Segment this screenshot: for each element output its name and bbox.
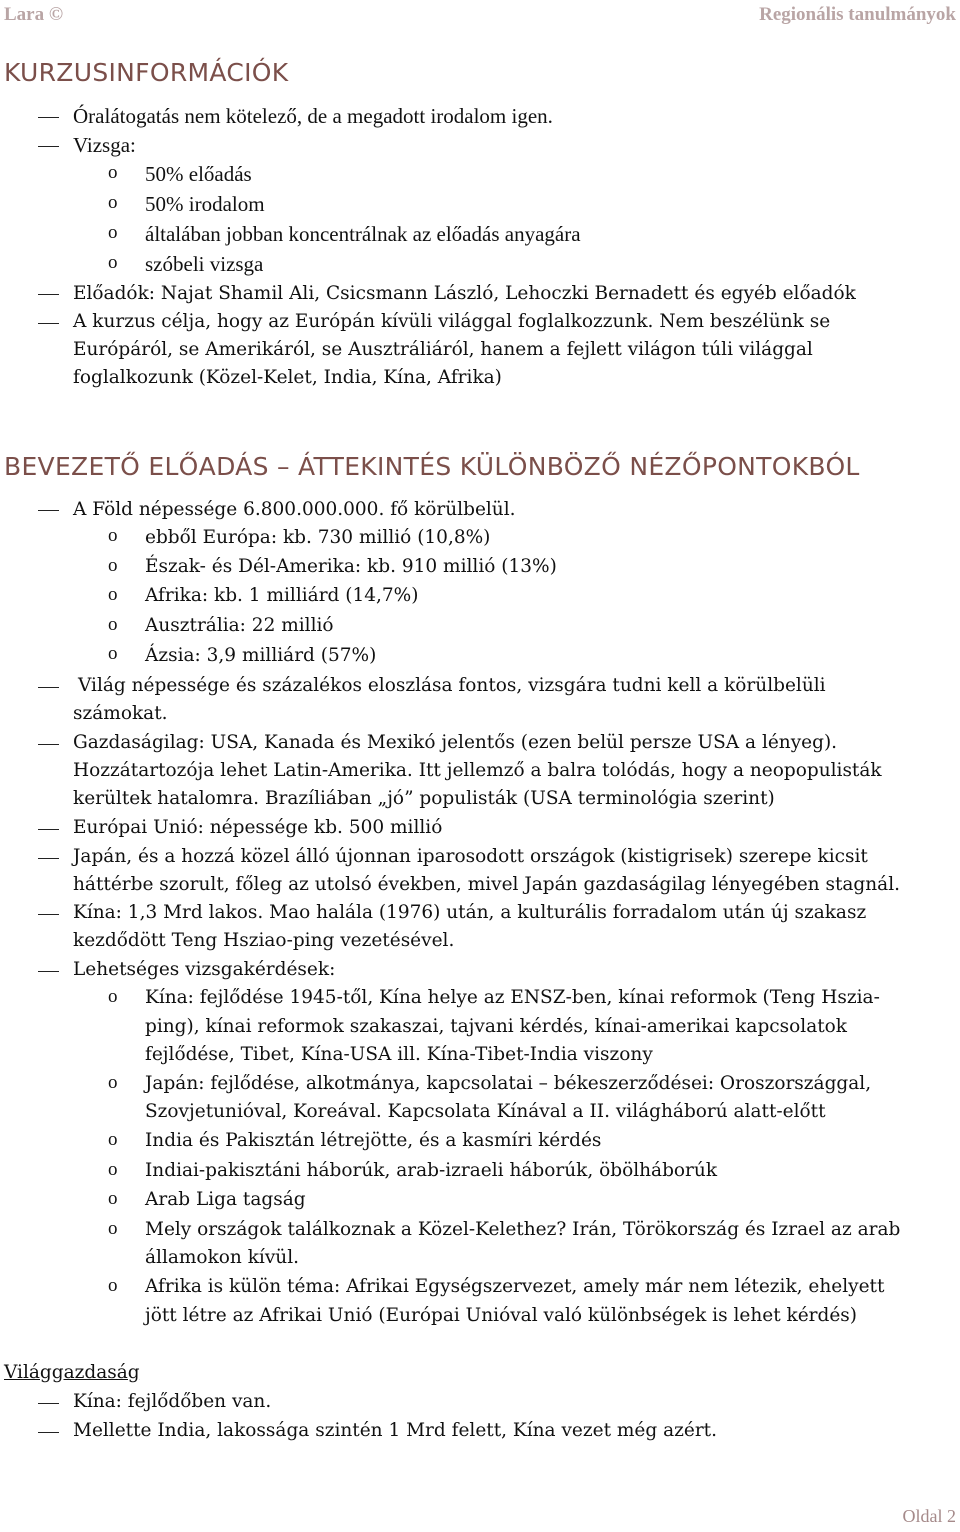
section-title-kurzusinformaciok: KURZUSINFORMÁCIÓK xyxy=(4,58,289,87)
list-item: Kína: 1,3 Mrd lakos. Mao halála (1976) után, a kulturális forradalom után új szakasz xyxy=(73,902,867,923)
list-item-continuation: háttérbe szorult, főleg az utolsó években, mivel Japán gazdaságilag lényegében stagnál. xyxy=(73,874,901,895)
list-item: Kína: fejlődőben van. xyxy=(73,1391,272,1412)
dash-bullet xyxy=(38,1432,59,1433)
dash-bullet xyxy=(38,744,59,745)
list-item: A kurzus célja, hogy az Európán kívüli világgal foglalkozzunk. Nem beszélünk se xyxy=(73,311,831,332)
circle-bullet: o xyxy=(108,584,118,605)
dash-bullet xyxy=(38,914,59,915)
list-item: Óralátogatás nem kötelező, de a megadott irodalom igen. xyxy=(73,104,553,128)
list-item: Észak- és Dél-Amerika: kb. 910 millió (13%) xyxy=(145,556,557,577)
circle-bullet: o xyxy=(108,643,118,664)
list-item: Gazdaságilag: USA, Kanada és Mexikó jelentős (ezen belül persze USA a lényeg). xyxy=(73,732,838,753)
list-item: általában jobban koncentrálnak az előadás anyagára xyxy=(145,222,581,246)
list-item: Lehetséges vizsgakérdések: xyxy=(73,959,336,980)
dash-bullet xyxy=(38,117,59,118)
list-item-continuation: Európáról, se Amerikáról, se Ausztráliáról, hanem a fejlett világon túli világgal xyxy=(73,339,813,360)
list-item-continuation: fejlődése, Tibet, Kína-USA ill. Kína-Tibet-India viszony xyxy=(145,1044,653,1065)
section-title-vilaggazdasag: Világgazdaság xyxy=(4,1362,140,1383)
dash-bullet xyxy=(38,1403,59,1404)
circle-bullet: o xyxy=(108,222,118,243)
list-item-continuation: Hozzátartozója lehet Latin-Amerika. Itt jellemző a balra tolódás, hogy a neopopulisták xyxy=(73,760,882,781)
section-title-bevezeto-eloadas: BEVEZETŐ ELŐADÁS – ÁTTEKINTÉS KÜLÖNBÖZŐ NÉZŐPONTOKBÓL xyxy=(4,452,860,481)
list-item-continuation: kerültek hatalomra. Brazíliában „jó” populisták (USA terminológia szerint) xyxy=(73,788,775,809)
header-author: Lara © xyxy=(4,4,64,25)
list-item: Mely országok találkoznak a Közel-Kelethez? Irán, Törökország és Izrael az arab xyxy=(145,1219,901,1240)
dash-bullet xyxy=(38,687,59,688)
circle-bullet: o xyxy=(108,525,118,546)
circle-bullet: o xyxy=(108,162,118,183)
list-item-continuation: államokon kívül. xyxy=(145,1247,300,1268)
list-item: Kína: fejlődése 1945-től, Kína helye az ENSZ-ben, kínai reformok (Teng Hszia- xyxy=(145,987,880,1008)
list-item: Afrika: kb. 1 milliárd (14,7%) xyxy=(145,585,419,606)
dash-bullet xyxy=(38,858,59,859)
list-item: szóbeli vizsga xyxy=(145,252,264,276)
circle-bullet: o xyxy=(108,252,118,273)
dash-bullet xyxy=(38,510,59,511)
circle-bullet: o xyxy=(108,1218,118,1239)
circle-bullet: o xyxy=(108,614,118,635)
circle-bullet: o xyxy=(108,986,118,1007)
circle-bullet: o xyxy=(108,192,118,213)
list-item-continuation: Szovjetunióval, Koreával. Kapcsolata Kínával a II. világháború alatt-előtt xyxy=(145,1101,826,1122)
list-item: Világ népessége és százalékos eloszlása fontos, vizsgára tudni kell a körülbelüli xyxy=(78,675,826,696)
list-item: India és Pakisztán létrejötte, és a kasmíri kérdés xyxy=(145,1130,602,1151)
list-item: Japán: fejlődése, alkotmánya, kapcsolatai – békeszerződései: Oroszországgal, xyxy=(145,1073,872,1094)
dash-bullet xyxy=(38,971,59,972)
list-item: 50% irodalom xyxy=(145,192,265,216)
circle-bullet: o xyxy=(108,1129,118,1150)
list-item-continuation: ping), kínai reformok szakaszai, tajvani kérdés, kínai-amerikai kapcsolatok xyxy=(145,1016,848,1037)
list-item: Ausztrália: 22 millió xyxy=(145,615,334,636)
list-item: A Föld népessége 6.800.000.000. fő körülbelül. xyxy=(73,499,516,520)
circle-bullet: o xyxy=(108,1072,118,1093)
list-item: Ázsia: 3,9 milliárd (57%) xyxy=(145,645,377,666)
header-course: Regionális tanulmányok xyxy=(759,4,956,25)
list-item: Vizsga: xyxy=(73,133,136,157)
list-item-continuation: foglalkozunk (Közel-Kelet, India, Kína, Afrika) xyxy=(73,367,502,388)
dash-bullet xyxy=(38,146,59,147)
dash-bullet xyxy=(38,829,59,830)
circle-bullet: o xyxy=(108,1188,118,1209)
list-item: Indiai-pakisztáni háborúk, arab-izraeli háborúk, öbölháborúk xyxy=(145,1160,718,1181)
dash-bullet xyxy=(38,323,59,324)
circle-bullet: o xyxy=(108,1275,118,1296)
list-item: Arab Liga tagság xyxy=(145,1189,306,1210)
list-item-continuation: jött létre az Afrikai Unió (Európai Unióval való különbségek is lehet kérdés) xyxy=(145,1305,858,1326)
list-item: Európai Unió: népessége kb. 500 millió xyxy=(73,817,443,838)
dash-bullet xyxy=(38,294,59,295)
circle-bullet: o xyxy=(108,1159,118,1180)
list-item: Afrika is külön téma: Afrikai Egységszervezet, amely már nem létezik, ehelyett xyxy=(145,1276,885,1297)
list-item: Japán, és a hozzá közel álló újonnan iparosodott országok (kistigrisek) szerepe kicsit xyxy=(73,846,868,867)
list-item: ebből Európa: kb. 730 millió (10,8%) xyxy=(145,527,491,548)
list-item-continuation: számokat. xyxy=(73,703,168,724)
page-number: Oldal 2 xyxy=(902,1506,956,1526)
list-item: 50% előadás xyxy=(145,162,252,186)
list-item: Mellette India, lakossága szintén 1 Mrd felett, Kína vezet még azért. xyxy=(73,1420,717,1441)
circle-bullet: o xyxy=(108,555,118,576)
list-item-continuation: kezdődött Teng Hsziao-ping vezetésével. xyxy=(73,930,455,951)
page-header xyxy=(4,2,956,28)
list-item: Előadók: Najat Shamil Ali, Csicsmann László, Lehoczki Bernadett és egyéb előadók xyxy=(73,283,856,304)
